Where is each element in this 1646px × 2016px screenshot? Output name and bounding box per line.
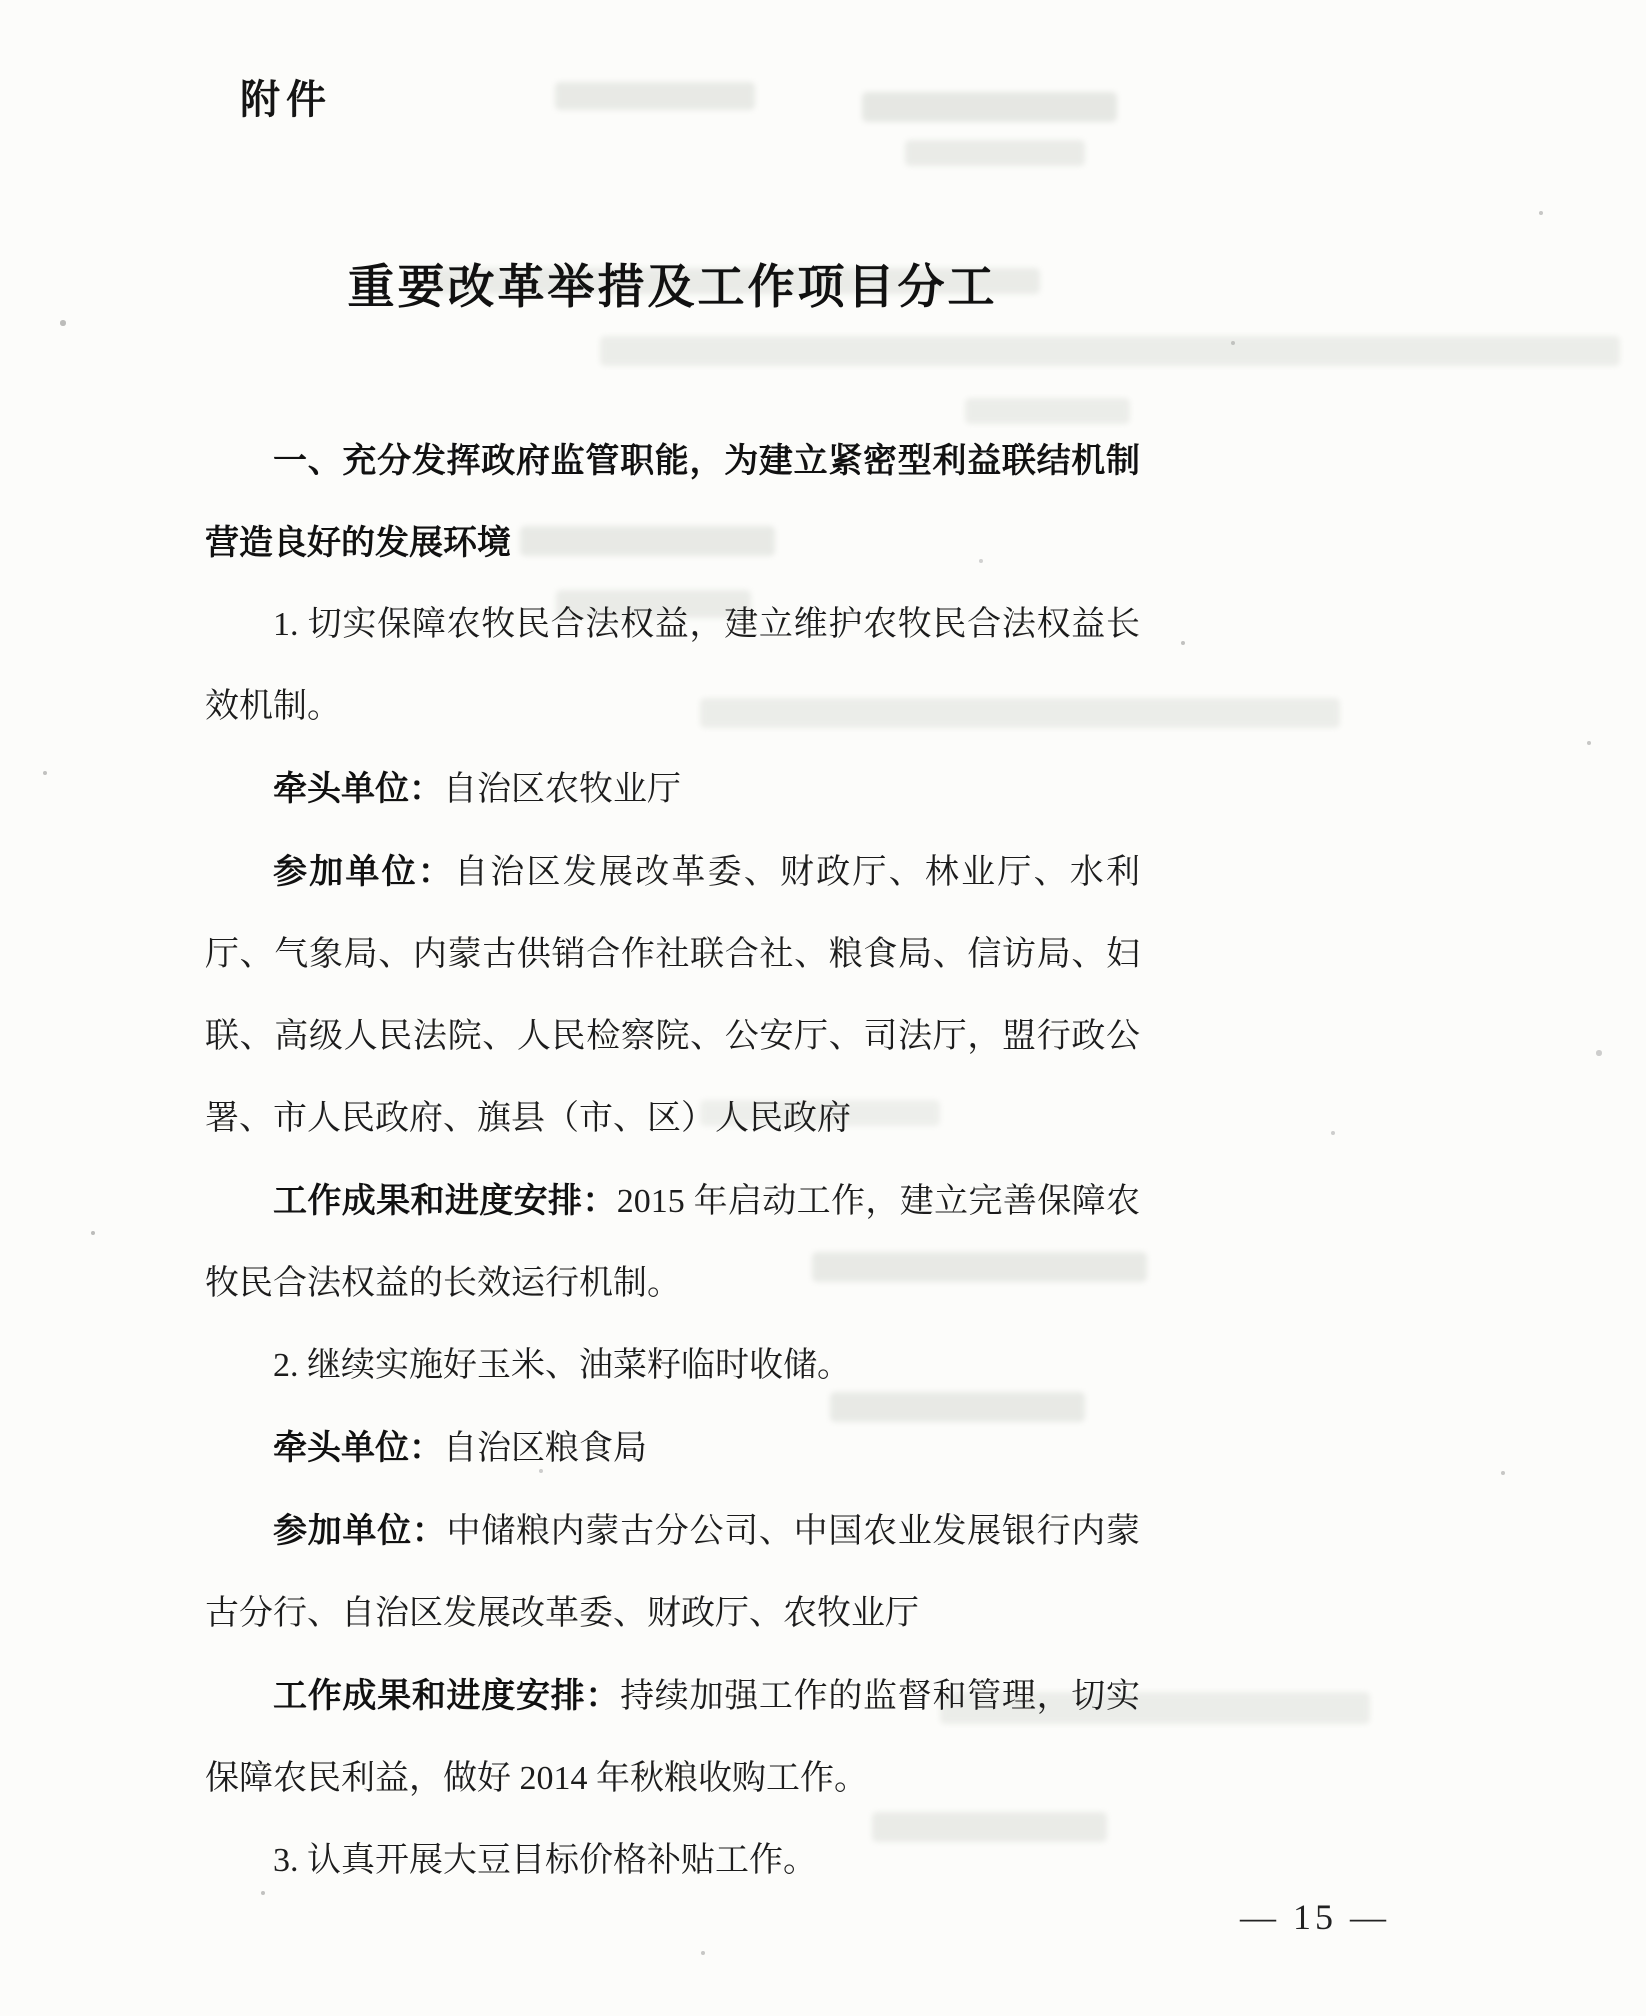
document-body	[205, 0, 1140, 1902]
item-1-result	[205, 1160, 1140, 1325]
result-label: 工作成果和进度安排：	[273, 1677, 621, 1715]
join-unit-label: 参加单位：	[273, 1512, 447, 1550]
item-1-join-units	[205, 831, 1140, 1160]
item-1-lead-unit	[205, 748, 1140, 831]
item-2-text: 2. 继续实施好玉米、油菜籽临时收储。	[273, 1347, 851, 1384]
body-text	[205, 420, 1140, 1902]
document-title: 重要改革举措及工作项目分工	[347, 260, 998, 313]
lead-unit-value: 自治区粮食局	[443, 1430, 647, 1467]
result-label: 工作成果和进度安排：	[273, 1182, 617, 1220]
result-value: 持续加强工作的监督和管理，切实保障农民利益，做好 2014 年秋粮收购工作。	[205, 1678, 1141, 1797]
join-unit-label: 参加单位：	[273, 853, 455, 891]
item-3-text: 3. 认真开展大豆目标价格补贴工作。	[273, 1842, 817, 1879]
item-2-lead-unit	[205, 1407, 1140, 1490]
scan-speckles	[0, 0, 2, 2]
result-value: 2015 年启动工作，建立完善保障农牧民合法权益的长效运行机制。	[205, 1183, 1141, 1302]
lead-unit-label: 牵头单位：	[273, 770, 443, 808]
attachment-label: 附件	[240, 78, 332, 122]
lead-unit-value: 自治区农牧业厅	[443, 771, 681, 808]
join-unit-value: 中储粮内蒙古分公司、中国农业发展银行内蒙古分行、自治区发展改革委、财政厅、农牧业厅	[205, 1513, 1141, 1632]
lead-unit-label: 牵头单位：	[273, 1429, 443, 1467]
item-1-text: 1. 切实保障农牧民合法权益，建立维护农牧民合法权益长效机制。	[205, 606, 1140, 725]
join-unit-value: 自治区发展改革委、财政厅、林业厅、水利厅、气象局、内蒙古供销合作社联合社、粮食局、信访局、妇联、高级人民法院、人民检察院、公安厅、司法厅，盟行政公署、市人民政府、旗县（市、区）人民政府	[205, 854, 1141, 1137]
page-number: — 15 —	[1240, 1897, 1390, 1937]
section-1-heading: 一、充分发挥政府监管职能，为建立紧密型利益联结机制营造良好的发展环境	[205, 442, 1140, 562]
item-2-result	[205, 1655, 1140, 1820]
item-2-join-units	[205, 1490, 1140, 1655]
